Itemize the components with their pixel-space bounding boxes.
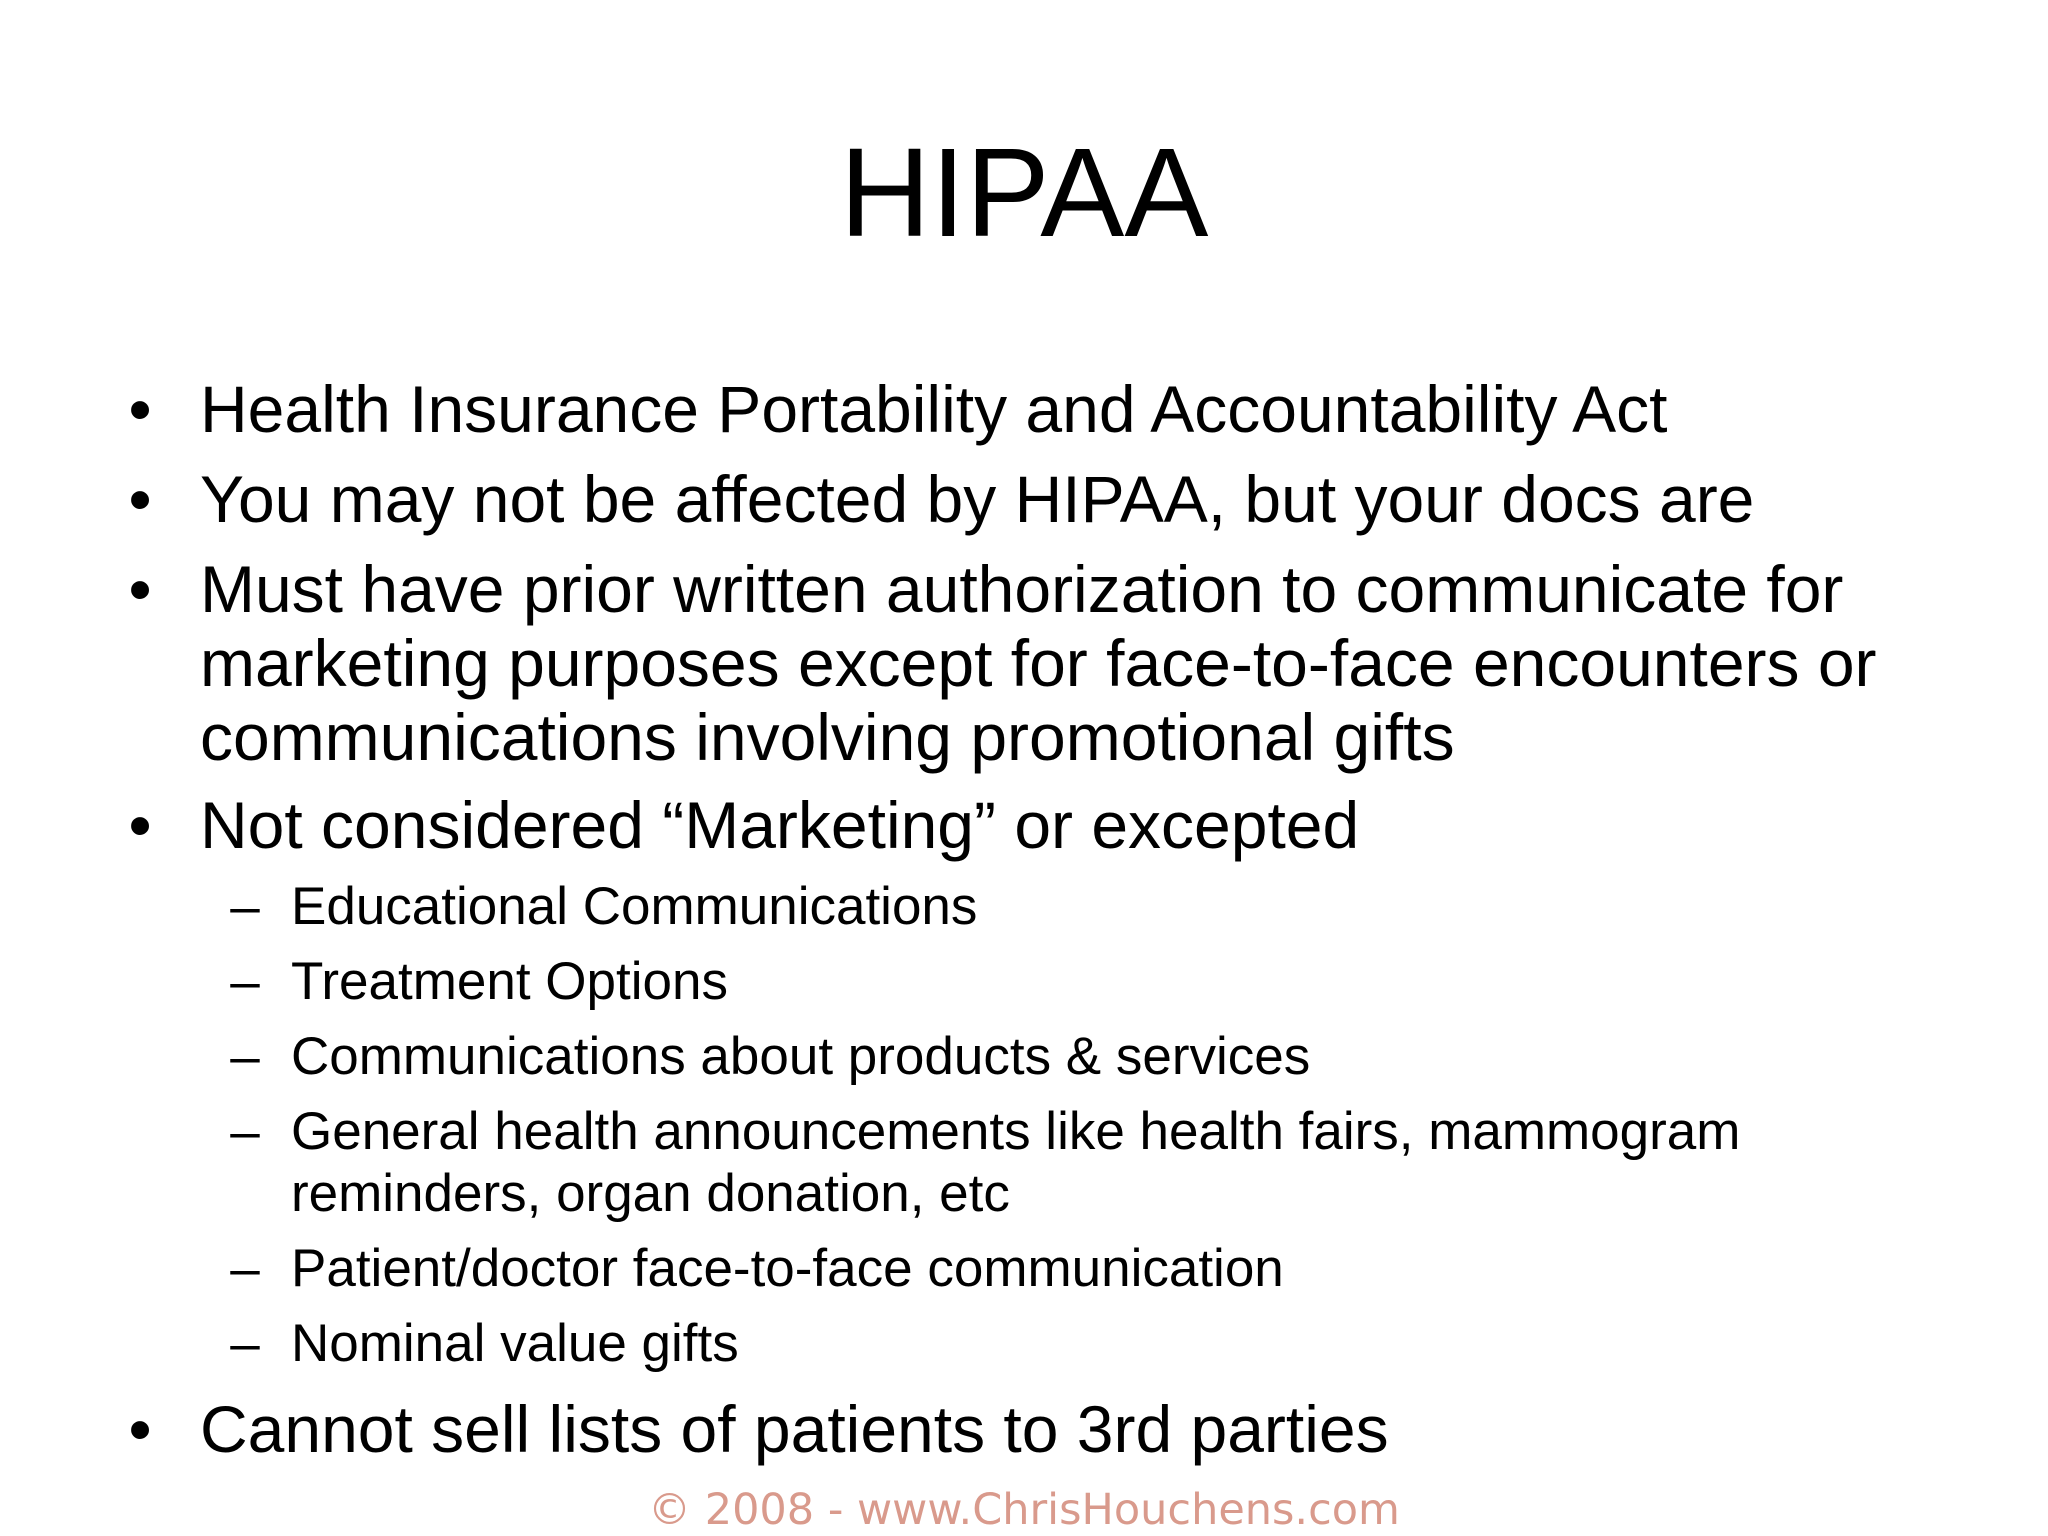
bullet-marker: • [128,372,152,446]
sub-bullet-marker: – [230,877,260,936]
bullet-marker: • [128,552,152,626]
bullet-text: Cannot sell lists of patients to 3rd parties [200,1392,1389,1466]
bullet-item [128,1392,1960,1466]
sub-bullet-text: Communications about products & services [291,1027,1311,1086]
sub-bullet-text: Treatment Options [291,952,728,1011]
bullet-item [128,372,1960,446]
bullet-item [128,462,1960,536]
sub-bullet-item [230,1238,1991,1300]
bullet-text: Not considered “Marketing” or excepted [200,788,1360,862]
bullet-item [128,552,1960,774]
sub-bullet-marker: – [230,1239,260,1298]
bullet-text: Health Insurance Portability and Accountability Act [200,372,1668,446]
sub-bullet-item [230,876,1991,938]
sub-bullet-marker: – [230,952,260,1011]
sub-bullet-item [230,1101,1991,1225]
sub-bullet-text: Patient/doctor face-to-face communication [291,1239,1284,1298]
bullet-marker: • [128,462,152,536]
sub-bullet-text: Nominal value gifts [291,1314,739,1373]
bullet-text: Must have prior written authorization to communicate for marketing purposes except for face-to-face encounters or communications involving promotional gifts [200,552,1877,774]
bullet-item [128,788,1960,862]
sub-bullet-marker: – [230,1027,260,1086]
sub-bullet-item [230,1026,1991,1088]
bullet-marker: • [128,1392,152,1466]
bullet-text: You may not be affected by HIPAA, but your docs are [200,462,1755,536]
copyright-footer: © 2008 - www.ChrisHouchens.com [648,1485,1400,1535]
sub-bullet-text: General health announcements like health fairs, mammogram reminders, organ donation, etc [291,1102,1741,1223]
sub-bullet-item [230,1313,1991,1375]
sub-bullet-marker: – [230,1314,260,1373]
slide-title: HIPAA [839,122,1209,263]
sub-bullet-marker: – [230,1102,260,1161]
sub-bullet-text: Educational Communications [291,877,978,936]
sub-bullet-item [230,951,1991,1013]
bullet-marker: • [128,788,152,862]
